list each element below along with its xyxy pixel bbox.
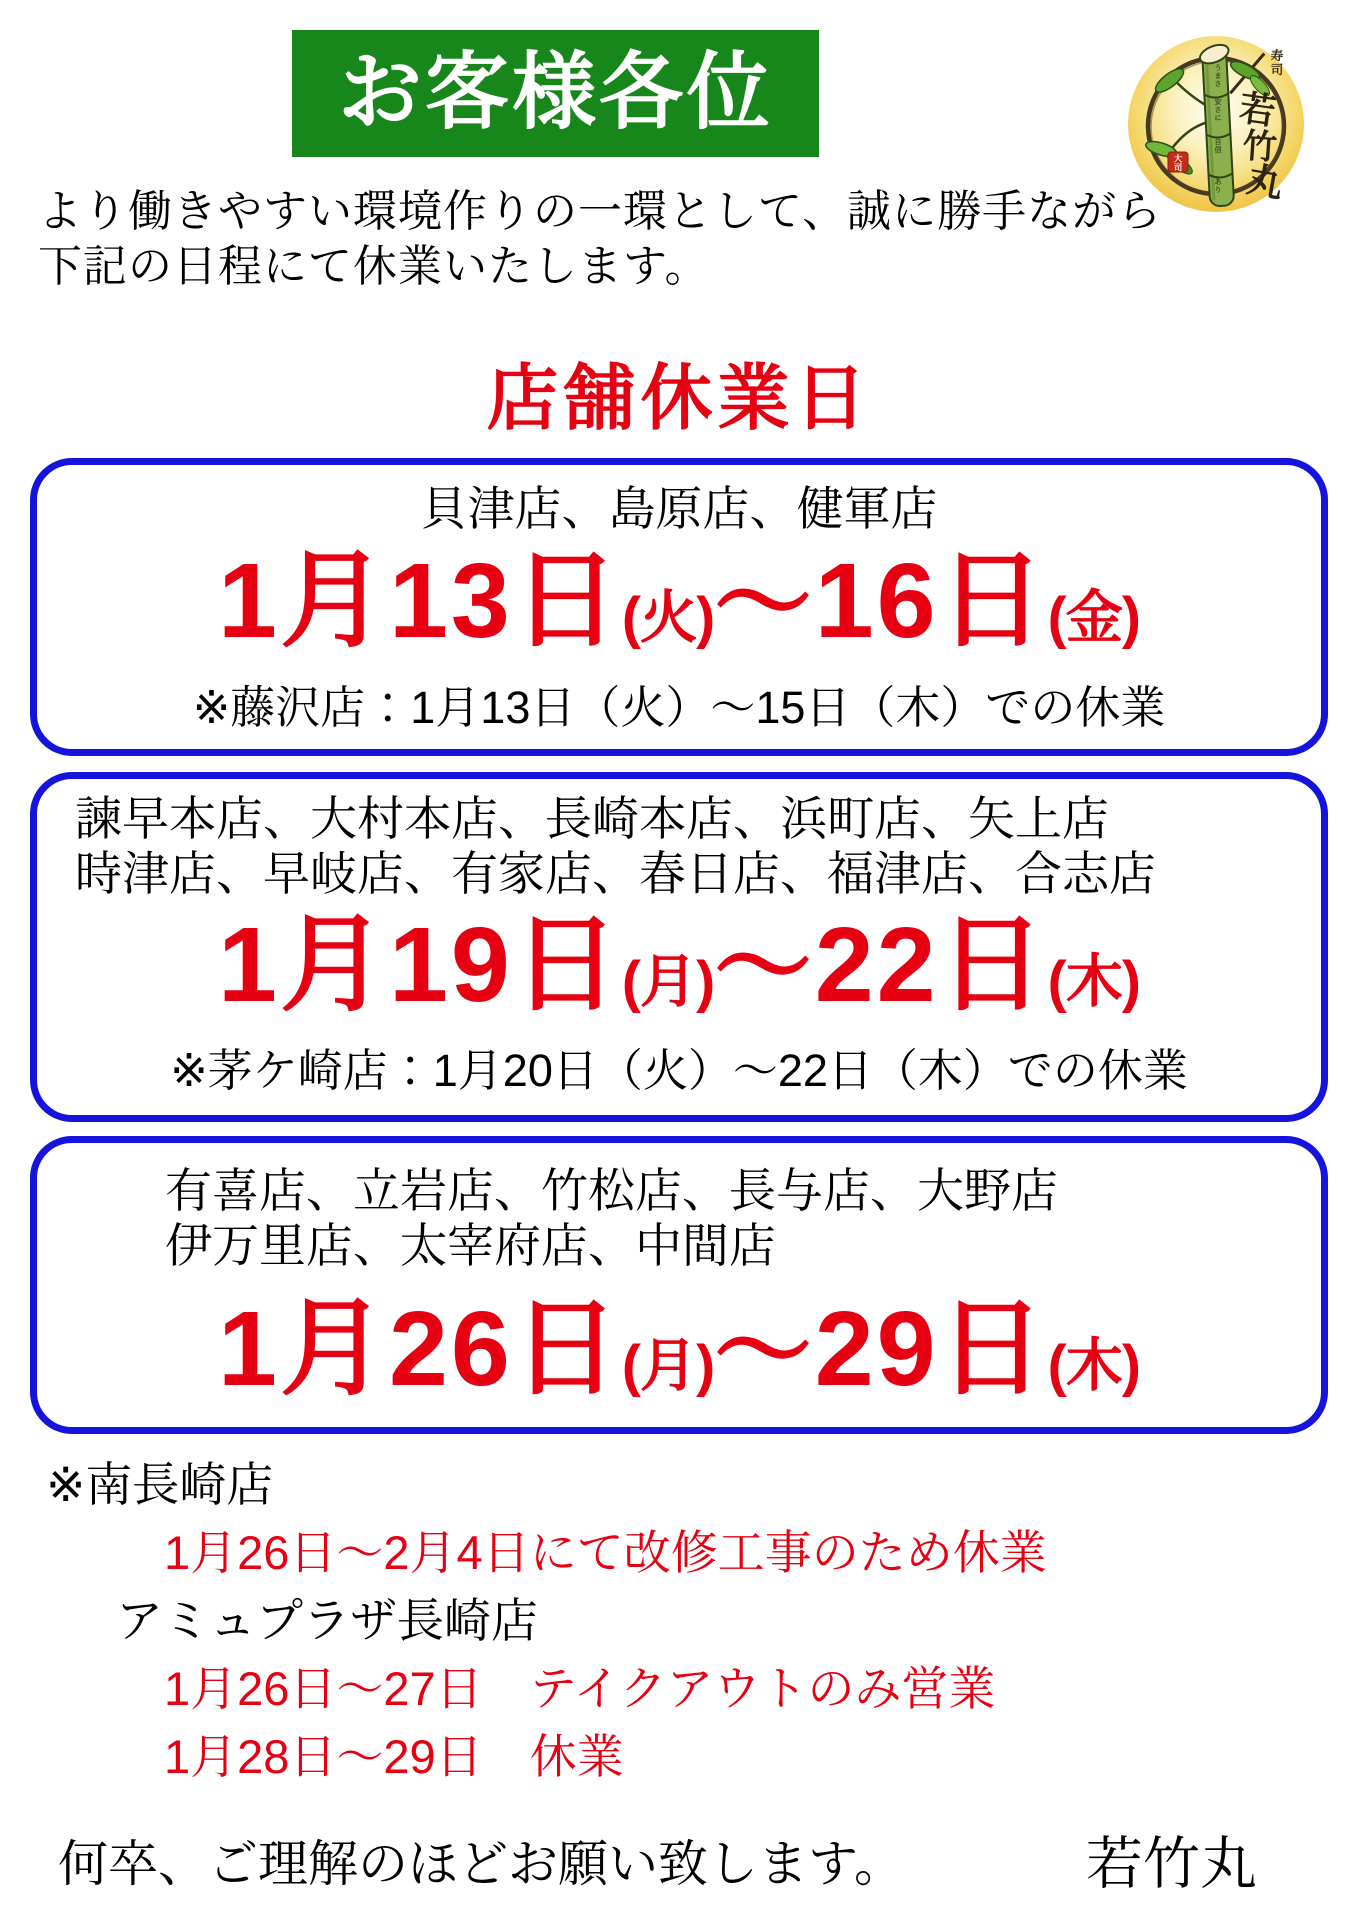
closure-box-3 bbox=[30, 1136, 1328, 1434]
svg-text:大: 大 bbox=[1173, 153, 1183, 164]
page-title: お客様各位 bbox=[292, 30, 819, 157]
section-title: 店舗休業日 bbox=[486, 359, 872, 439]
date-end: 22日 bbox=[814, 905, 1048, 1024]
store-list bbox=[37, 481, 1321, 536]
footnote-minami-nagasaki-detail: 1月26日〜2月4日にて改修工事のため休業 bbox=[164, 1526, 1047, 1579]
intro-line-1: より働きやすい環境作りの一環として、誠に勝手ながら bbox=[38, 187, 1163, 236]
svg-text:司: 司 bbox=[1270, 63, 1284, 77]
closure-date-range bbox=[37, 542, 1321, 661]
date-start: 1月13日 bbox=[218, 542, 622, 661]
date-start: 1月19日 bbox=[218, 905, 622, 1024]
closure-date-range bbox=[37, 905, 1321, 1024]
date-start-weekday: (月) bbox=[621, 949, 715, 1014]
store-line: 時津店、早岐店、有家店、春日店、福津店、合志店 bbox=[75, 847, 1156, 901]
footnote-amu-plaza-takeout: 1月26日〜27日 テイクアウトのみ営業 bbox=[164, 1662, 996, 1715]
footnote-amu-plaza-store: アミュプラザ長崎店 bbox=[116, 1594, 539, 1647]
svg-text:丸: 丸 bbox=[1243, 158, 1287, 206]
svg-text:自: 自 bbox=[1214, 139, 1222, 146]
closure-box-2 bbox=[30, 772, 1328, 1122]
svg-text:若: 若 bbox=[1237, 86, 1279, 133]
date-start-weekday: (月) bbox=[621, 1333, 715, 1398]
store-list bbox=[75, 791, 1321, 902]
svg-text:さ: さ bbox=[1214, 107, 1222, 114]
date-end-weekday: (金) bbox=[1047, 586, 1140, 651]
intro-line-2: 下記の日程にて休業いたします。 bbox=[38, 242, 710, 292]
svg-text:司: 司 bbox=[1173, 162, 1183, 173]
closure-box-1 bbox=[30, 458, 1328, 756]
tilde: 〜 bbox=[714, 912, 815, 1022]
svg-text:ま: ま bbox=[1214, 73, 1222, 80]
svg-text:に: に bbox=[1214, 115, 1222, 122]
store-line: 諫早本店、大村本店、長崎本店、浜町店、矢上店 bbox=[75, 792, 1109, 845]
footnote-amu-plaza-closed: 1月28日〜29日 休業 bbox=[164, 1730, 624, 1783]
store-line: 貝津店、島原店、健軍店 bbox=[420, 482, 938, 535]
logo-sushi-text bbox=[1271, 48, 1284, 77]
closing-signature: 若竹丸 bbox=[1086, 1832, 1257, 1896]
svg-text:り: り bbox=[1214, 187, 1222, 194]
svg-text:う: う bbox=[1214, 65, 1222, 72]
store-line: 有喜店、立岩店、竹松店、長与店、大野店 bbox=[165, 1164, 1058, 1217]
svg-text:安: 安 bbox=[1214, 99, 1222, 106]
svg-text:竹: 竹 bbox=[1241, 126, 1279, 168]
svg-text:あ: あ bbox=[1214, 179, 1222, 186]
date-end-weekday: (木) bbox=[1047, 949, 1140, 1014]
svg-text:寿: 寿 bbox=[1270, 49, 1284, 63]
svg-text:さ: さ bbox=[1214, 81, 1222, 88]
closure-note: ※藤沢店：1月13日（火）〜15日（木）での休業 bbox=[192, 681, 1166, 733]
closing-message: 何卒、ご理解のほどお願い致します。 bbox=[58, 1836, 904, 1892]
store-line: 伊万里店、太宰府店、中間店 bbox=[165, 1219, 776, 1273]
tilde: 〜 bbox=[714, 549, 815, 659]
date-end-weekday: (木) bbox=[1047, 1333, 1140, 1398]
date-start: 1月26日 bbox=[218, 1289, 622, 1408]
store-list bbox=[165, 1163, 1321, 1274]
date-end: 29日 bbox=[814, 1289, 1048, 1408]
logo-seal-icon bbox=[1168, 152, 1188, 173]
tilde: 〜 bbox=[714, 1296, 815, 1406]
date-start-weekday: (火) bbox=[621, 586, 715, 651]
svg-text:信: 信 bbox=[1214, 147, 1222, 154]
date-end: 16日 bbox=[814, 542, 1048, 661]
closure-date-range bbox=[37, 1289, 1321, 1408]
footnote-minami-nagasaki-store: ※南長崎店 bbox=[46, 1458, 274, 1511]
closure-note: ※茅ケ崎店：1月20日（火）〜22日（木）での休業 bbox=[170, 1045, 1188, 1097]
intro-text bbox=[38, 184, 1162, 295]
